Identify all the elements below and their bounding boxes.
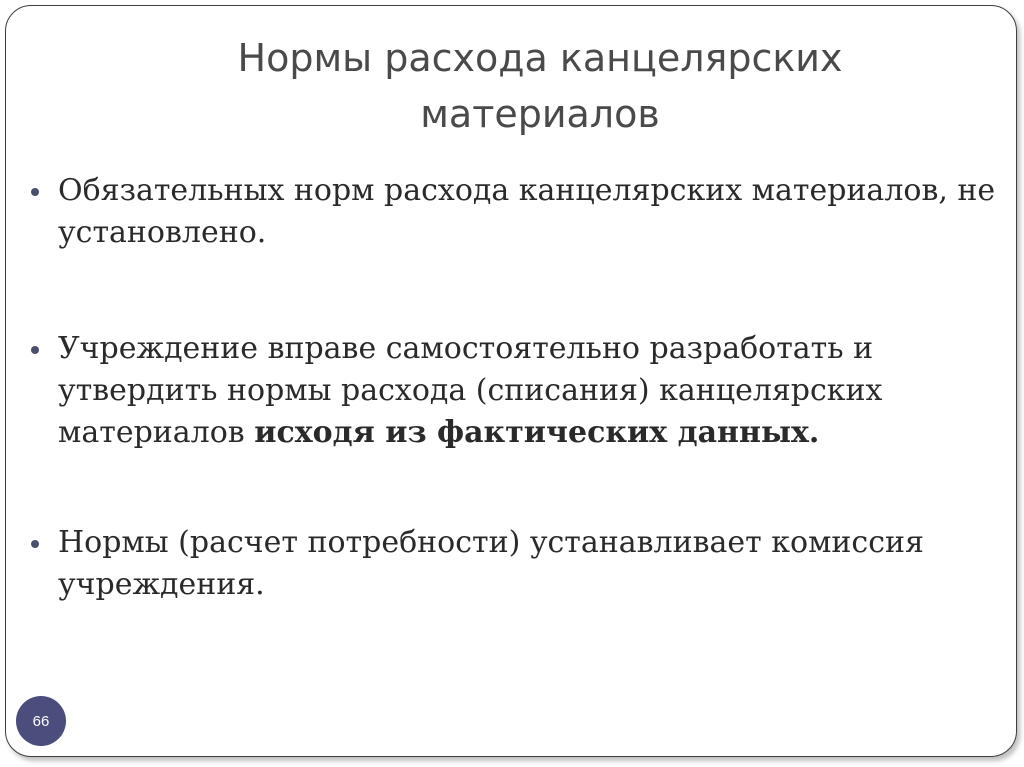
bullet-text-1: Обязательных норм расхода канцелярских материалов, не установлено. — [58, 173, 996, 250]
page-number-badge: 66 — [16, 696, 66, 746]
bullet-item-2 — [58, 328, 998, 454]
bullet-dot-icon — [31, 346, 39, 354]
bullet-item-3 — [58, 522, 998, 606]
bullet-list — [58, 170, 998, 606]
slide-title: Нормы расхода канцелярских материалов — [237, 36, 843, 136]
bullet-text-2-bold: исходя из фактических данных. — [254, 415, 820, 450]
bullet-item-1 — [58, 170, 998, 254]
bullet-text-2: Учреждение вправе самостоятельно разработать и утвердить нормы расхода (списания) канцелярских материалов — [58, 331, 883, 450]
bullet-dot-icon — [31, 540, 39, 548]
bullet-dot-icon — [31, 188, 39, 196]
bullet-text-3: Нормы (расчет потребности) устанавливает комиссия учреждения. — [58, 525, 924, 602]
